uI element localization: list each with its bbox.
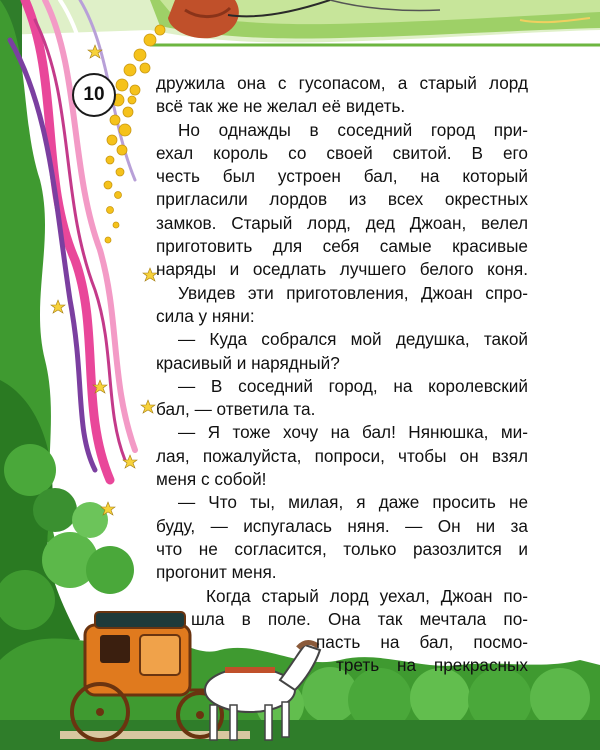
text-line: пригласили лордов из всех окрестных — [156, 189, 528, 210]
text-line: меня с собой! — [156, 469, 267, 490]
text-line: Увидев эти приготовления, Джоан спро- — [178, 282, 528, 303]
text-line: всё так же не желал её видеть. — [156, 96, 406, 117]
text-line: честь был устроен бал, на который — [156, 166, 528, 187]
text-line: Но однажды в соседний город при- — [178, 119, 528, 140]
text-line: буду, — испугалась няня. — Он ни за — [156, 515, 528, 536]
text-line: наряды и оседлать лучшего белого коня. — [156, 259, 528, 280]
text-line: дружила она с гусопасом, а старый лорд — [156, 73, 528, 93]
text-line: пасть на бал, посмо- — [316, 632, 528, 653]
text-line: красивый и нарядный? — [156, 352, 340, 373]
text-line: сила у няни: — [156, 305, 255, 326]
text-line: Когда старый лорд уехал, Джоан по- — [206, 585, 528, 606]
story-text — [156, 72, 528, 678]
text-line: — В соседний город, на королевский — [178, 375, 528, 396]
text-line: треть на прекрасных — [336, 655, 528, 676]
text-line: шла в поле. Она так мечтала по- — [191, 608, 528, 629]
text-line: — Что ты, милая, я даже просить не — [178, 492, 528, 513]
text-line: приготовить для себя самые красивые — [156, 236, 528, 257]
text-line: ехал король со своей свитой. В его — [156, 142, 528, 163]
text-line: бал, — ответила та. — [156, 399, 316, 420]
page-number: 10 — [72, 73, 116, 117]
text-line: — Я тоже хочу на бал! Нянюшка, ми- — [178, 422, 528, 443]
text-line: лая, пожалуйста, попроси, чтобы он взял — [156, 445, 528, 466]
text-line: что не согласится, только разозлится и — [156, 538, 528, 559]
text-line: прогонит меня. — [156, 562, 277, 583]
text-line: замков. Старый лорд, дед Джоан, велел — [156, 212, 528, 233]
text-line: — Куда собрался мой дедушка, такой — [178, 329, 528, 350]
